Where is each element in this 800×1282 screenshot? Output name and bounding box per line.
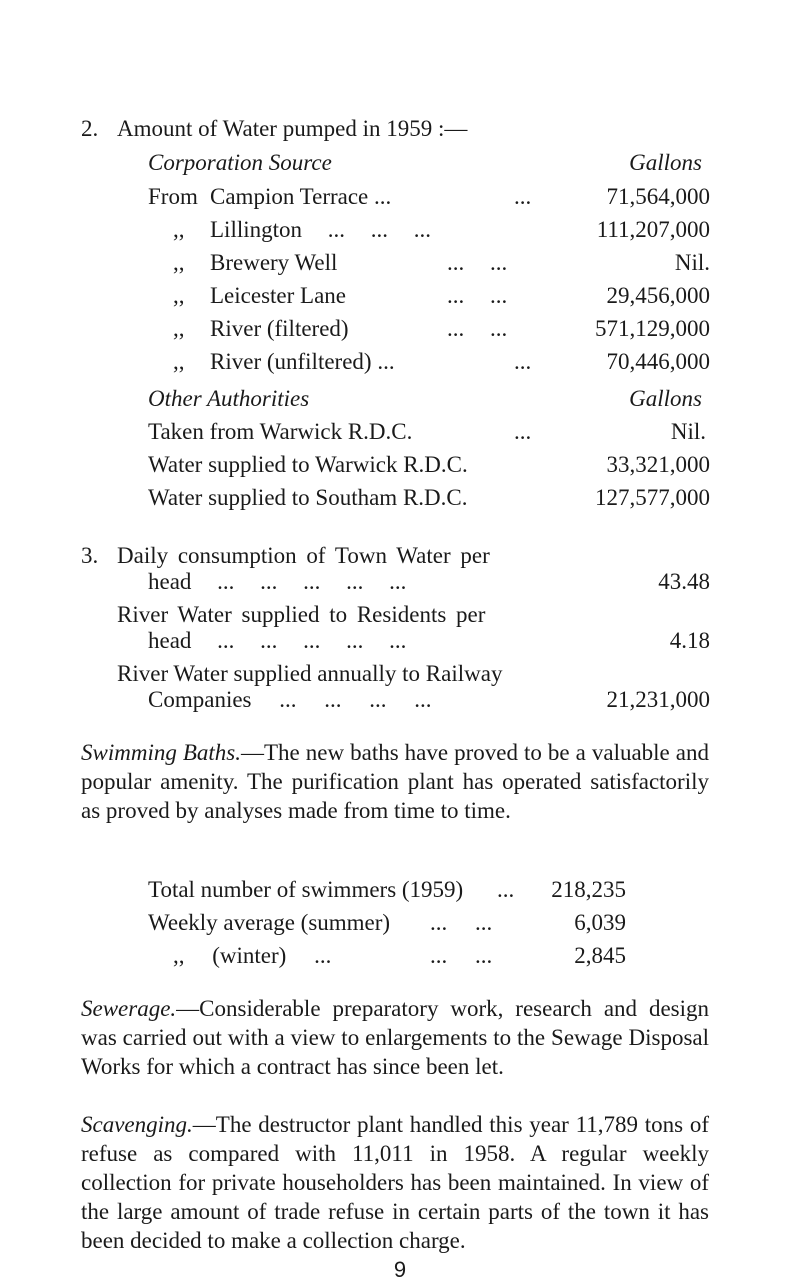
row-value: Nil.	[674, 250, 710, 275]
sewerage-heading: Sewerage.	[81, 996, 177, 1021]
row-label: Leicester Lane	[210, 283, 346, 308]
row-dots: ...	[514, 349, 532, 374]
row-prefix: ,,	[173, 349, 185, 374]
row-value: 571,129,000	[595, 316, 710, 341]
stat-value: 6,039	[574, 910, 626, 935]
stat-dots: ...	[497, 877, 515, 902]
row-value: 111,207,000	[596, 217, 710, 242]
page-number: 9	[393, 1257, 407, 1282]
row-prefix: ,,	[173, 250, 185, 275]
row-value: 29,456,000	[606, 283, 710, 308]
row-label: River (unfiltered) ...	[210, 349, 395, 374]
row-value: 71,564,000	[606, 184, 710, 209]
section-2-number: 2.	[81, 116, 99, 141]
row-dots: ... ...	[447, 316, 508, 341]
row-label: River (filtered)	[210, 316, 349, 341]
row-value: 33,321,000	[606, 452, 710, 477]
row-label: Campion Terrace ...	[210, 184, 392, 209]
sewerage-paragraph	[81, 994, 709, 1081]
row-dots: ... ...	[447, 283, 508, 308]
row-label: Brewery Well	[210, 250, 338, 275]
corporation-source-header: Corporation Source	[148, 150, 332, 175]
consumption-item-value: 43.48	[658, 569, 710, 594]
row-value: 127,577,000	[595, 485, 710, 510]
stat-dots: ... ...	[430, 943, 493, 968]
swimming-paragraph	[81, 738, 709, 825]
swimming-heading: Swimming Baths.	[81, 740, 241, 765]
row-dots: ...	[514, 184, 532, 209]
stat-label: Total number of swimmers (1959)	[148, 877, 464, 902]
scavenging-paragraph	[81, 1110, 709, 1255]
other-gallons-header: Gallons	[629, 386, 702, 411]
other-authorities-header: Other Authorities	[148, 386, 310, 411]
scavenging-text: —The destructor plant handled this year 11,789 tons of refuse as compared with 11,011 in 1958. A regular weekly collection for private householders has been maintained. In view of the large amount of trade refuse in certain parts of the town it has been decided to make a collection charge.	[81, 1112, 709, 1253]
sewerage-text: —Considerable preparatory work, research and design was carried out with a view to enlargements to the Sewage Disposal Works for which a contract has since been let.	[81, 996, 709, 1079]
consumption-item-value: 21,231,000	[606, 687, 710, 712]
row-value: 70,446,000	[606, 349, 710, 374]
consumption-item-line1: River Water supplied annually to Railway	[117, 661, 503, 686]
row-prefix: ,,	[173, 217, 185, 242]
row-dots: ...	[514, 419, 532, 444]
scavenging-heading: Scavenging.	[81, 1112, 193, 1137]
row-label: Water supplied to Southam R.D.C.	[148, 485, 468, 510]
consumption-item-line1: Daily consumption of Town Water per	[117, 543, 490, 568]
stat-label: Weekly average (summer)	[148, 910, 391, 935]
consumption-item-line2: head ... ... ... ... ...	[148, 569, 407, 594]
stat-label: ,, (winter) ...	[173, 943, 332, 968]
row-label: Water supplied to Warwick R.D.C.	[148, 452, 468, 477]
consumption-item-line2: head ... ... ... ... ...	[148, 628, 407, 653]
row-label: Lillington ... ... ...	[210, 217, 431, 242]
row-prefix: ,,	[173, 283, 185, 308]
consumption-item-line2: Companies ... ... ... ...	[148, 687, 432, 712]
corporation-gallons-header: Gallons	[629, 150, 702, 175]
swimming-text: —The new baths have proved to be a valuable and popular amenity. The purification plant has operated satisfactorily as proved by analyses made from time to time.	[81, 740, 709, 823]
stat-value: 2,845	[574, 943, 626, 968]
section-3-number: 3.	[81, 543, 99, 568]
consumption-item-value: 4.18	[669, 628, 710, 653]
row-label: Taken from Warwick R.D.C.	[148, 419, 413, 444]
row-prefix: From	[148, 184, 198, 209]
stat-value: 218,235	[551, 877, 626, 902]
consumption-item-line1: River Water supplied to Residents per	[117, 602, 486, 627]
row-value: Nil.	[670, 419, 706, 444]
stat-dots: ... ...	[430, 910, 493, 935]
row-dots: ... ...	[447, 250, 508, 275]
section-2-heading: Amount of Water pumped in 1959 :—	[117, 116, 468, 141]
row-prefix: ,,	[173, 316, 185, 341]
